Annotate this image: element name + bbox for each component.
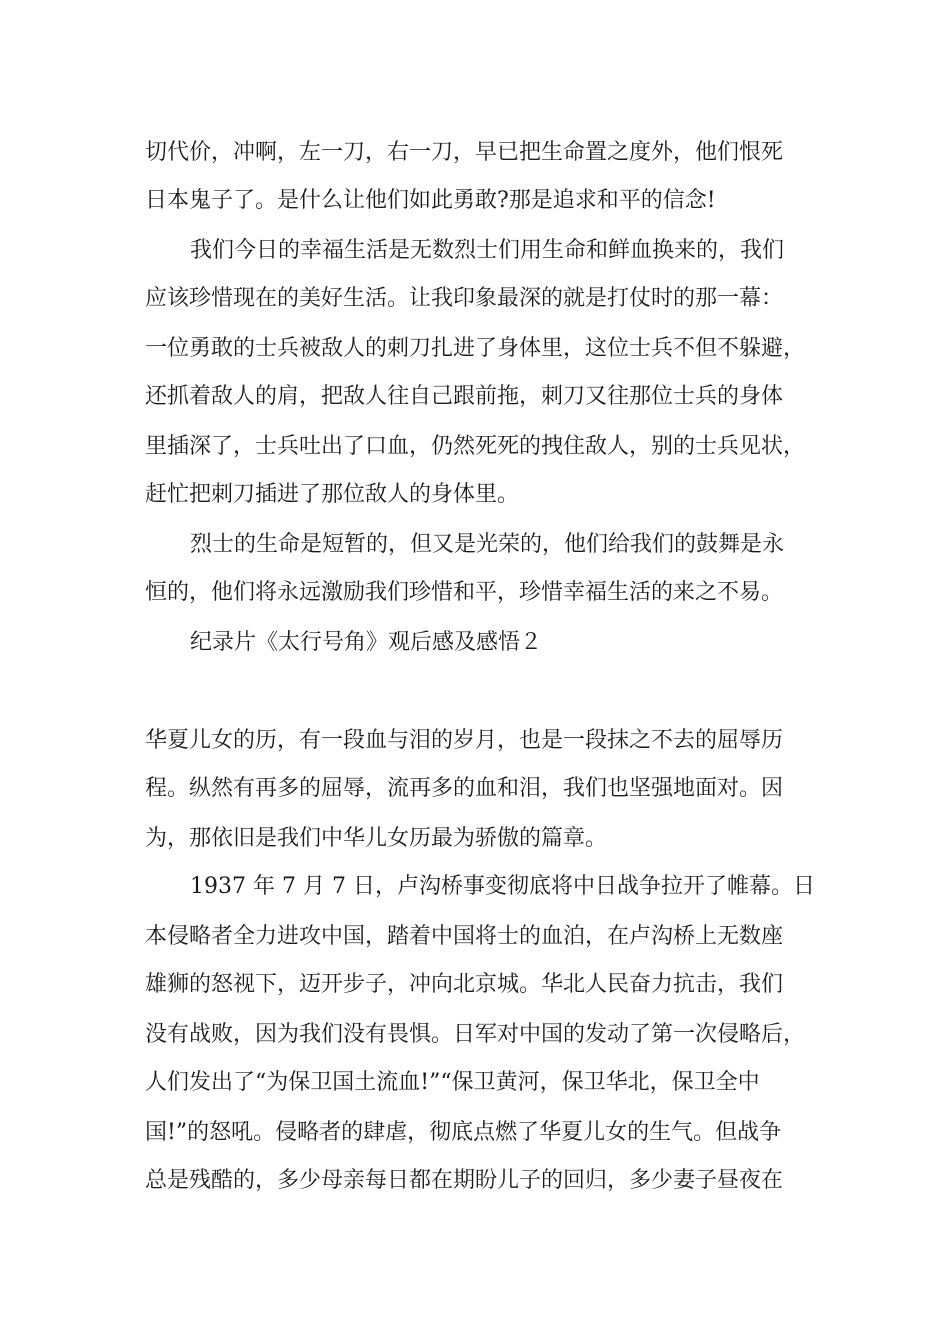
body-text-line: 应该珍惜现在的美好生活。让我印象最深的就是打仗时的那一幕： [145,286,784,311]
body-text-line: 总是残酷的，多少母亲每日都在期盼儿子的回归，多少妻子昼夜在 [145,1168,784,1193]
body-text-line: 国!”的怒吼。侵略者的肆虐，彻底点燃了华夏儿女的生气。但战争 [145,1120,782,1145]
paragraph-first-line: 我们今日的幸福生活是无数烈士们用生命和鲜血换来的，我们 [190,238,785,263]
paragraph-first-line: 烈士的生命是短暂的，但又是光荣的，他们给我们的鼓舞是永 [190,532,785,557]
body-text-line: 为，那依旧是我们中华儿女历最为骄傲的篇章。 [145,826,608,851]
body-text-line: 赶忙把刺刀插进了那位敌人的身体里。 [145,482,520,507]
body-text-line: 人们发出了“为保卫国土流血!”“保卫黄河，保卫华北，保卫全中 [145,1070,760,1095]
body-text-line: 没有战败，因为我们没有畏惧。日军对中国的发动了第一次侵略后， [145,1022,806,1047]
body-text-line: 切代价，冲啊，左一刀，右一刀，早已把生命置之度外，他们恨死 [145,140,784,165]
body-text-line: 华夏儿女的历，有一段血与泪的岁月，也是一段抹之不去的屈辱历 [145,728,784,753]
body-text-line: 里插深了，士兵吐出了口血，仍然死死的拽住敌人，别的士兵见状， [145,434,806,459]
body-text-line: 日本鬼子了。是什么让他们如此勇敢?那是追求和平的信念! [145,188,716,213]
body-text-line: 恒的，他们将永远激励我们珍惜和平，珍惜幸福生活的来之不易。 [145,580,784,605]
paragraph-first-line: 1937 年 7 月 7 日，卢沟桥事变彻底将中日战争拉开了帷幕。日 [190,874,815,899]
body-text-line: 雄狮的怒视下，迈开步子，冲向北京城。华北人民奋力抗击，我们 [145,972,784,997]
body-text-line: 本侵略者全力进攻中国，踏着中国将士的血泊，在卢沟桥上无数座 [145,924,784,949]
body-text-line: 还抓着敌人的肩，把敌人往自己跟前拖，刺刀又往那位士兵的身体 [145,384,784,409]
section-heading: 纪录片《太行号角》观后感及感悟２ [190,630,543,655]
body-text-line: 程。纵然有再多的屈辱，流再多的血和泪，我们也坚强地面对。因 [145,776,784,801]
body-text-line: 一位勇敢的士兵被敌人的刺刀扎进了身体里，这位士兵不但不躲避， [145,336,806,361]
